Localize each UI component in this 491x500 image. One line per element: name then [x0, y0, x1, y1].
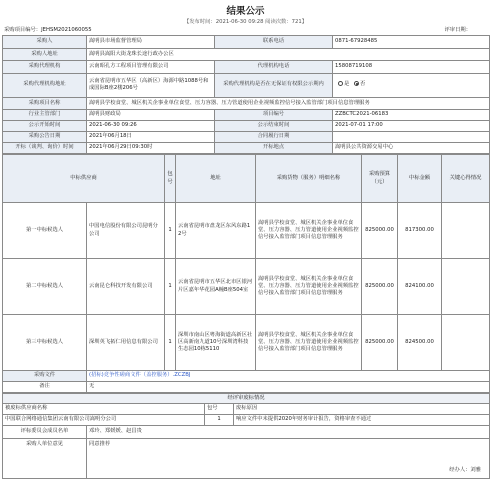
review-col-name: 被废标供应商名称 — [3, 404, 205, 415]
winner-budget: 825000.00 — [362, 259, 398, 315]
project-no-value: ZZBCTC2021-06183 — [333, 110, 490, 121]
project-no-label: 项目编号 — [215, 110, 333, 121]
winner-note — [442, 315, 490, 371]
contact-phone-label: 联系电话 — [215, 36, 333, 49]
agency-phone-value: 15808719108 — [333, 61, 490, 74]
review-section-title: 经评审废标情况 — [3, 394, 490, 404]
winner-rank: 第一中标候选人 — [3, 203, 87, 259]
col-supplier: 中标供应商 — [3, 155, 165, 203]
project-code-line — [2, 26, 489, 35]
rejected-package: 1 — [205, 415, 234, 426]
contact-phone-value: 0871-67928485 — [333, 36, 490, 49]
end-label: 公示结束时间 — [215, 121, 333, 132]
remark-label: 备注 — [3, 382, 87, 393]
project-code: JEHSM2021060055 — [41, 27, 92, 33]
result-notice-page — [2, 2, 489, 479]
col-address: 地址 — [176, 155, 256, 203]
winner-package: 1 — [165, 259, 176, 315]
winner-address: 深圳市南山区粤海街道高新区社区高新南九道10号深圳湾科技生态园10栋5110 — [176, 315, 256, 371]
winner-package: 1 — [165, 315, 176, 371]
signer: 经办人：刘雅 — [449, 466, 482, 473]
winner-budget: 825000.00 — [362, 315, 398, 371]
winner-rank: 第二中标候选人 — [3, 259, 87, 315]
winner-name: 云南昆仑科技开发有限公司 — [87, 259, 165, 315]
experts-value: 邓玲、郑媛媛、赵昌贵 — [87, 426, 490, 439]
review-col-reason: 废标原因 — [234, 404, 490, 415]
file-label: 采购文件 — [3, 371, 87, 382]
winner-amount: 817300.00 — [398, 203, 442, 259]
winner-note — [442, 259, 490, 315]
winner-note — [442, 203, 490, 259]
open-place-value: 嵩明县公共资源交易中心 — [333, 143, 490, 154]
col-amount: 中标金额 — [398, 155, 442, 203]
winner-budget: 825000.00 — [362, 203, 398, 259]
page-title: 结果公示 — [226, 6, 265, 17]
winners-table — [2, 154, 490, 393]
winner-detail: 嵩明县学校食堂、城区机关企事业单位食堂、压力容器、压力管道使用企业视频监控信号接入监管部门项目信息管理服务 — [256, 259, 362, 315]
open-place-label: 开标地点 — [215, 143, 333, 154]
winner-name: 中国电信股份有限公司昆明分公司 — [87, 203, 165, 259]
open-time-value: 2021年06月29日09:30时 — [87, 143, 215, 154]
agency-value: 云南昭孔方工程项目管理有限公司 — [87, 61, 215, 74]
radio-yes[interactable] — [338, 81, 343, 86]
industry-label: 行业主管部门 — [3, 110, 87, 121]
guarantee-label: 采购代理机构是否在无保证有权限公示期内 — [215, 73, 333, 97]
end-value: 2021-07-01 17:00 — [333, 121, 490, 132]
winner-address: 云南省昆明市盘龙区东风东路12号 — [176, 203, 256, 259]
agency-phone-label: 代理机构电话 — [215, 61, 333, 74]
project-name-value: 嵩明县学校食堂、城区机关企事业单位食堂、压力容器、压力管道使用企业视频监控信号接入监管部门项目信息管理服务 — [87, 97, 490, 110]
opinion-label: 采购人单位意见 — [3, 438, 87, 478]
winner-rank: 第三中标候选人 — [3, 315, 87, 371]
review-date-label: 评审日期： — [444, 27, 471, 33]
table-row — [3, 415, 490, 426]
purchaser-addr-label: 采购人地址 — [3, 48, 87, 61]
notice-date-label: 采购公告日期 — [3, 132, 87, 143]
review-col-package: 包号 — [205, 404, 234, 415]
col-package: 包号 — [165, 155, 176, 203]
purchaser-value: 嵩明县市场监督管理局 — [87, 36, 215, 49]
contract-value — [333, 132, 490, 143]
agency-addr-label: 采购代理机构地址 — [3, 73, 87, 97]
industry-value: 嵩明县财政局 — [87, 110, 215, 121]
table-row — [3, 259, 490, 315]
agency-addr-value: 云南省昆明市五华区（高新区）海源中路1088号和成国际B座2楼206号 — [87, 73, 215, 97]
guarantee-options — [333, 73, 490, 97]
winner-package: 1 — [165, 203, 176, 259]
open-time-label: 开标（谈判、询价）时间 — [3, 143, 87, 154]
radio-no-label: 否 — [360, 81, 366, 88]
file-download-link[interactable]: (招标)竞争性磋商文件（盖控服务）.ZCZBJ — [89, 372, 191, 379]
col-detail: 采购货物（服务）明细名称 — [256, 155, 362, 203]
project-name-label: 采购项目名称 — [3, 97, 87, 110]
winner-detail: 嵩明县学校食堂、城区机关企事业单位食堂、压力容器、压力管道使用企业视频监控信号接入监管部门项目信息管理服务 — [256, 315, 362, 371]
winner-detail: 嵩明县学校食堂、城区机关企事业单位食堂、压力容器、压力管道使用企业视频监控信号接入监管部门项目信息管理服务 — [256, 203, 362, 259]
remark-value: 无 — [87, 382, 490, 393]
winner-amount: 824500.00 — [398, 315, 442, 371]
start-label: 公示开始时间 — [3, 121, 87, 132]
experts-label: 评标委员会成员名单 — [3, 426, 87, 439]
radio-yes-label: 是 — [344, 81, 350, 88]
purchaser-addr-value: 嵩明县嵩阳大街龙珠长途行政办公区 — [87, 48, 490, 61]
col-budget: 采购预算（元） — [362, 155, 398, 203]
winner-amount: 824100.00 — [398, 259, 442, 315]
start-value: 2021-06-30 09:26 — [87, 121, 215, 132]
col-note: 关键心得情况 — [442, 155, 490, 203]
info-table — [2, 35, 490, 154]
table-row — [3, 315, 490, 371]
review-table — [2, 393, 490, 479]
table-row — [3, 203, 490, 259]
purchaser-label: 采购人 — [3, 36, 87, 49]
agency-label: 采购代理机构 — [3, 61, 87, 74]
notice-date-value: 2021年06月18日 — [87, 132, 215, 143]
project-code-label: 采购项目编号： — [4, 27, 42, 33]
winner-address: 云南省昆明市五华区北市区银河片区嘉年华花园A幢B座504室 — [176, 259, 256, 315]
contract-label: 合同履行日期 — [215, 132, 333, 143]
rejected-supplier: 中国联合网络通信集团云南有限公司嵩明分公司 — [3, 415, 205, 426]
radio-no[interactable] — [354, 81, 359, 86]
winner-name: 深圳英飞拓仁用信息有限公司 — [87, 315, 165, 371]
publish-meta: 【发布时间：2021-06-30 09:28 阅读次数：721】 — [183, 19, 308, 25]
rejected-reason: 响应文件中未提供2020年财务审计报告，资格审查不通过 — [234, 415, 490, 426]
opinion-value: 同意推荐 — [89, 440, 111, 447]
